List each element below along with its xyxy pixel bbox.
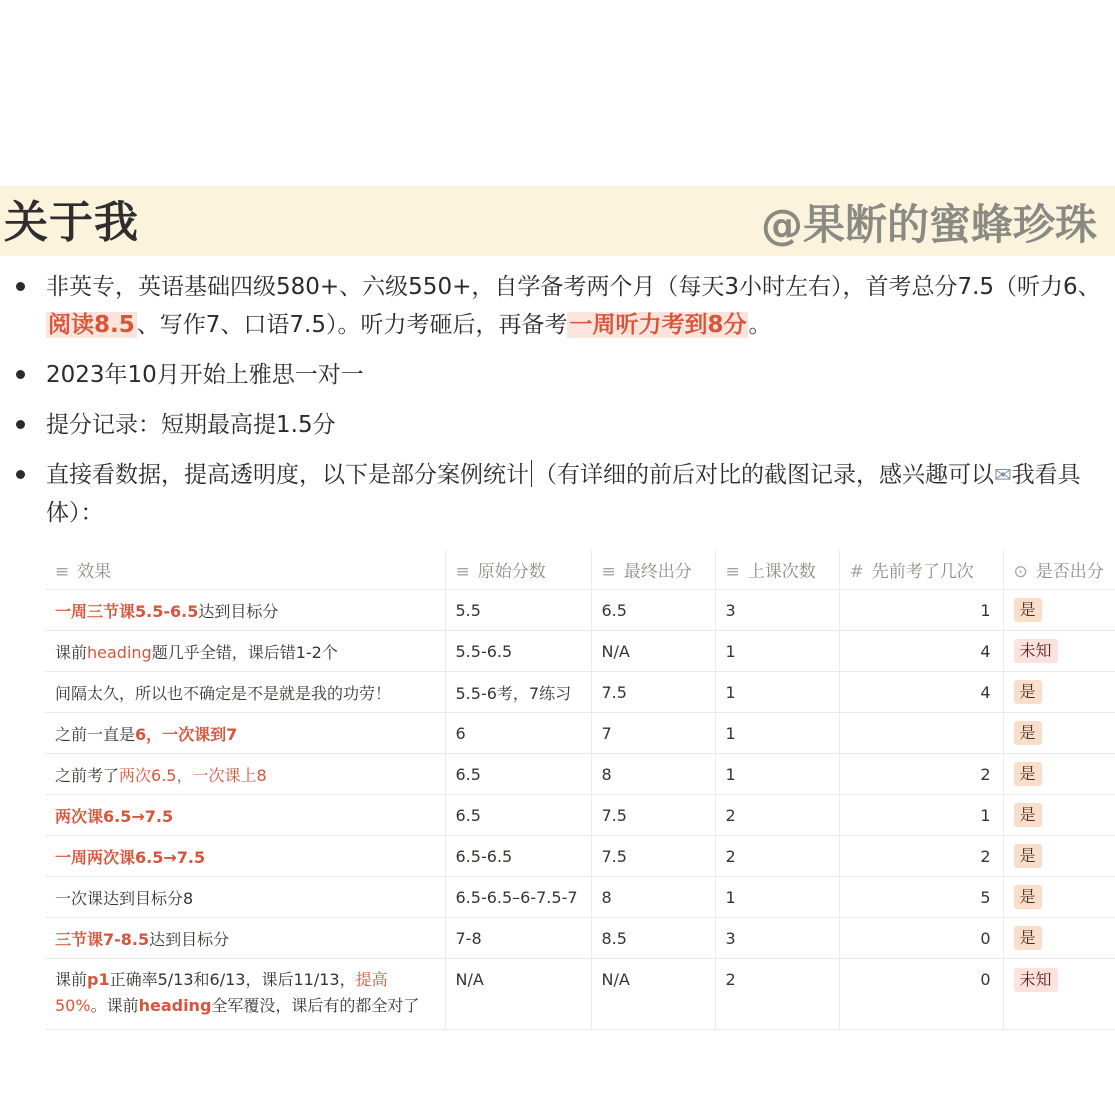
- bullet-text: 我看具体）：: [46, 462, 1081, 526]
- status-badge: 是: [1014, 762, 1042, 786]
- cell-effect[interactable]: [45, 877, 445, 918]
- cell-status[interactable]: [1003, 672, 1115, 713]
- cell-previous-attempts[interactable]: 2: [839, 754, 1003, 795]
- stats-table: [45, 550, 1115, 1030]
- effect-text: 课前: [55, 970, 88, 989]
- cell-lessons[interactable]: 2: [715, 795, 839, 836]
- bullet-dot: [16, 282, 25, 291]
- select-circle-icon: ⊙: [1013, 562, 1028, 582]
- status-badge: 是: [1014, 803, 1042, 827]
- bullet-item-background: [14, 268, 1109, 344]
- bullet-text: 、写作7、口语7.5）。听力考砸后，再备考: [136, 312, 568, 338]
- cell-status[interactable]: [1003, 713, 1115, 754]
- status-badge: 是: [1014, 598, 1042, 622]
- cell-final-score[interactable]: 7: [591, 713, 715, 754]
- cell-final-score[interactable]: 7.5: [591, 836, 715, 877]
- column-header-final-score[interactable]: ≡ 最终出分: [591, 550, 715, 590]
- cell-final-score[interactable]: 7.5: [591, 795, 715, 836]
- cell-final-score[interactable]: N/A: [591, 959, 715, 1030]
- cell-original-score[interactable]: 6.5: [445, 795, 591, 836]
- effect-text: 两次课6.5→7.5: [55, 806, 174, 826]
- cell-effect[interactable]: [45, 713, 445, 754]
- cell-lessons[interactable]: 1: [715, 754, 839, 795]
- cell-effect[interactable]: [45, 672, 445, 713]
- bullet-text: 提分记录：短期最高提1.5分: [46, 412, 336, 438]
- cell-previous-attempts[interactable]: 0: [839, 959, 1003, 1030]
- effect-text: 。课前: [90, 996, 139, 1015]
- table-row[interactable]: [45, 877, 1115, 918]
- cell-final-score[interactable]: 8.5: [591, 918, 715, 959]
- cell-previous-attempts[interactable]: 5: [839, 877, 1003, 918]
- cell-previous-attempts[interactable]: 2: [839, 836, 1003, 877]
- cell-effect[interactable]: [45, 631, 445, 672]
- cell-final-score[interactable]: N/A: [591, 631, 715, 672]
- cell-previous-attempts[interactable]: 0: [839, 918, 1003, 959]
- effect-text: 之前考了: [55, 765, 120, 785]
- effect-text: 间隔太久，所以也不确定是不是就是我的功劳！: [55, 683, 392, 703]
- cell-status[interactable]: [1003, 631, 1115, 672]
- effect-text: p1: [87, 970, 110, 989]
- cell-effect[interactable]: [45, 754, 445, 795]
- effect-text: 全军覆没，课后有的都全对了: [211, 996, 420, 1015]
- status-badge: 未知: [1014, 639, 1058, 663]
- cell-lessons[interactable]: 2: [715, 836, 839, 877]
- cell-original-score[interactable]: 5.5: [445, 590, 591, 631]
- cell-effect[interactable]: [45, 795, 445, 836]
- bullet-item-data: [14, 456, 1109, 532]
- table-header-row: [45, 550, 1115, 590]
- cell-previous-attempts[interactable]: [839, 713, 1003, 754]
- table-row[interactable]: [45, 672, 1115, 713]
- cell-final-score[interactable]: 8: [591, 754, 715, 795]
- table-row[interactable]: [45, 713, 1115, 754]
- highlight-reading: 阅读8.5: [48, 312, 135, 338]
- cell-status[interactable]: [1003, 918, 1115, 959]
- cell-lessons[interactable]: 2: [715, 959, 839, 1030]
- page-title: 关于我: [4, 197, 139, 248]
- text-lines-icon: ≡: [55, 562, 70, 582]
- effect-text: 达到目标分: [149, 929, 230, 949]
- cell-lessons[interactable]: 1: [715, 877, 839, 918]
- cell-lessons[interactable]: 3: [715, 590, 839, 631]
- status-badge: 是: [1014, 844, 1042, 868]
- cell-final-score[interactable]: 8: [591, 877, 715, 918]
- highlight-listening: 一周听力考到8分: [569, 312, 747, 338]
- cell-status[interactable]: [1003, 877, 1115, 918]
- bullet-text: 直接看数据，提高透明度，以下是部分案例统计: [46, 462, 529, 488]
- cell-lessons[interactable]: 1: [715, 672, 839, 713]
- status-badge: 未知: [1014, 968, 1058, 992]
- bullet-text: 2023年10月开始上雅思一对一: [46, 362, 364, 388]
- cell-previous-attempts[interactable]: 4: [839, 672, 1003, 713]
- table-row[interactable]: [45, 590, 1115, 631]
- cell-previous-attempts[interactable]: 1: [839, 795, 1003, 836]
- effect-text: 一次课达到目标分8: [55, 888, 194, 908]
- effect-text: heading: [87, 642, 152, 662]
- cell-status[interactable]: [1003, 795, 1115, 836]
- cell-original-score[interactable]: 6: [445, 713, 591, 754]
- table-row[interactable]: [45, 918, 1115, 959]
- table-row[interactable]: [45, 795, 1115, 836]
- text-lines-icon: ≡: [601, 562, 616, 582]
- column-header-status[interactable]: ⊙ 是否出分: [1003, 550, 1115, 590]
- cell-final-score[interactable]: 6.5: [591, 590, 715, 631]
- cell-effect[interactable]: [45, 836, 445, 877]
- cell-status[interactable]: [1003, 959, 1115, 1030]
- effect-text: 提高50%: [55, 970, 388, 1015]
- cell-status[interactable]: [1003, 590, 1115, 631]
- table-row[interactable]: [45, 754, 1115, 795]
- effect-text: heading: [138, 996, 212, 1015]
- cell-status[interactable]: [1003, 836, 1115, 877]
- effect-text: 正确率5/13和6/13，课后11/13，: [109, 970, 356, 989]
- status-badge: 是: [1014, 721, 1042, 745]
- status-badge: 是: [1014, 680, 1042, 704]
- mail-icon: ✉: [994, 463, 1012, 487]
- cell-lessons[interactable]: 3: [715, 918, 839, 959]
- column-header-lessons[interactable]: ≡ 上课次数: [715, 550, 839, 590]
- cell-effect[interactable]: [45, 590, 445, 631]
- effect-text: 一周两次课6.5→7.5: [55, 847, 206, 867]
- effect-text: 之前一直是: [55, 724, 136, 744]
- column-header-previous-attempts[interactable]: # 先前考了几次: [839, 550, 1003, 590]
- effect-text: 课前: [55, 642, 88, 662]
- effect-text: 达到目标分: [198, 601, 279, 621]
- bullet-text: 。: [748, 312, 772, 338]
- cell-previous-attempts[interactable]: 1: [839, 590, 1003, 631]
- cell-original-score[interactable]: 6.5: [445, 754, 591, 795]
- cell-final-score[interactable]: 7.5: [591, 672, 715, 713]
- cell-original-score[interactable]: 6.5-6.5: [445, 836, 591, 877]
- effect-text: 一周三节课5.5-6.5: [55, 601, 199, 621]
- table-row[interactable]: [45, 631, 1115, 672]
- cell-previous-attempts[interactable]: 4: [839, 631, 1003, 672]
- table-row[interactable]: [45, 959, 1115, 1030]
- bullet-list: [14, 268, 1109, 544]
- cell-lessons[interactable]: 1: [715, 631, 839, 672]
- text-lines-icon: ≡: [725, 562, 740, 582]
- cell-lessons[interactable]: 1: [715, 713, 839, 754]
- effect-text: 题几乎全错，课后错1-2个: [151, 642, 338, 662]
- cell-original-score[interactable]: N/A: [445, 959, 591, 1030]
- bullet-text: （有详细的前后对比的截图记录，感兴趣可以: [534, 462, 994, 488]
- status-badge: 是: [1014, 885, 1042, 909]
- bullet-item-record: [14, 406, 1109, 444]
- status-badge: 是: [1014, 926, 1042, 950]
- cell-original-score[interactable]: 5.5-6.5: [445, 631, 591, 672]
- effect-text: 两次6.5，一次课上8: [119, 765, 267, 785]
- bullet-dot: [16, 470, 25, 479]
- bullet-dot: [16, 420, 25, 429]
- cell-original-score[interactable]: 5.5-6考，7练习: [445, 672, 591, 713]
- bullet-item-start-date: [14, 356, 1109, 394]
- column-header-original-score[interactable]: ≡ 原始分数: [445, 550, 591, 590]
- cell-effect[interactable]: [45, 918, 445, 959]
- cell-status[interactable]: [1003, 754, 1115, 795]
- column-header-effect[interactable]: ≡ 效果: [45, 550, 445, 590]
- effect-text: 6，一次课到7: [135, 724, 238, 744]
- text-cursor: [531, 460, 532, 487]
- cell-original-score[interactable]: 6.5-6.5–6-7.5-7: [445, 877, 591, 918]
- cell-effect[interactable]: [45, 959, 445, 1030]
- bullet-text: 非英专，英语基础四级580+、六级550+，自学备考两个月（每天3小时左右），首考总分7.5（听力6、: [46, 274, 1101, 300]
- table-row[interactable]: [45, 836, 1115, 877]
- author-handle: @果断的蜜蜂珍珠: [760, 200, 1097, 249]
- bullet-dot: [16, 370, 25, 379]
- effect-text: 三节课7-8.5: [55, 929, 150, 949]
- text-lines-icon: ≡: [455, 562, 470, 582]
- hash-icon: #: [849, 562, 864, 582]
- cell-original-score[interactable]: 7-8: [445, 918, 591, 959]
